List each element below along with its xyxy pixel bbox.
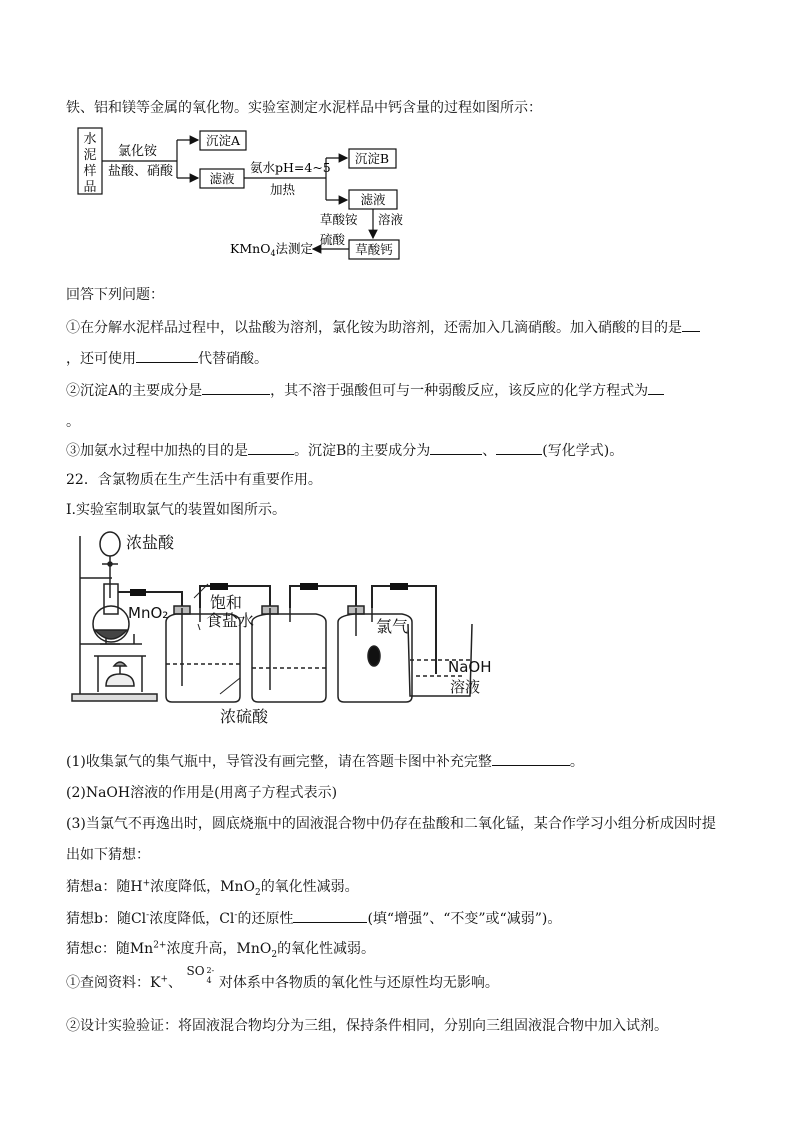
sulfate-formula: [186, 964, 215, 993]
q2-text-a1: ②沉淀A的主要成分是: [66, 383, 203, 399]
q2-line1: [66, 380, 664, 401]
q2-blank-2: [648, 380, 664, 395]
q3-text-a: ③加氨水过程中加热的目的是: [66, 443, 248, 459]
ref-k-sup: +: [160, 974, 169, 985]
sample-char-1: 水: [83, 132, 97, 147]
ammonia-label: 氨水pH=4~5: [250, 160, 331, 175]
reagent-nh4cl: 氯化铵: [118, 144, 158, 159]
funnel: [100, 532, 120, 598]
guess-a-sup: +: [142, 878, 151, 889]
sulfate-charge: 2-: [206, 966, 215, 975]
label-conc-h2so4: 浓硫酸: [220, 707, 269, 726]
ref-text-b: 、: [168, 975, 183, 991]
ppt-b-label: 沉淀B: [354, 151, 390, 166]
label-brine: 食盐水: [206, 611, 255, 630]
label-mno2: MnO₂: [128, 604, 169, 622]
sample-char-4: 品: [83, 180, 97, 195]
q1-text-b2: 代替硝酸。: [198, 351, 268, 367]
guess-b-blank: [293, 908, 367, 923]
filtrate2-label: 滤液: [360, 192, 386, 207]
part-1-heading: I.实验室制取氯气的装置如图所示。: [66, 502, 286, 518]
guess-c-text-3: 的氧化性减弱。: [277, 941, 376, 957]
flow-chart: [70, 120, 450, 270]
q1-line2: [66, 348, 268, 369]
guess-a: [66, 877, 359, 897]
filtrate1-label: 滤液: [209, 171, 235, 186]
s3-line2: 出如下猜想：: [66, 847, 150, 863]
q3-line: [66, 440, 623, 461]
guess-c-sub: 2: [271, 949, 278, 960]
q3-blank-2: [430, 440, 482, 455]
q3-blank-3: [496, 440, 542, 455]
guess-b-text-3: 的还原性: [237, 911, 294, 927]
q2-text-a2: ，其不溶于强酸但可与一种弱酸反应，该反应的化学方程式为: [270, 383, 649, 399]
q3-blank-1: [248, 440, 294, 455]
guess-a-sub: 2: [254, 887, 261, 898]
ref-text-a: ①查阅资料：K: [66, 975, 161, 991]
label-conc-hcl: 浓盐酸: [126, 533, 175, 552]
guess-b-text-1: 猜想b：随Cl: [66, 911, 147, 927]
sample-char-2: 泥: [83, 148, 97, 163]
answer-prompt: 回答下列问题：: [66, 287, 164, 303]
s1-line: [66, 751, 584, 772]
bottle-acid: [252, 606, 326, 702]
design-line: ②设计实验验证：将固液混合物均分为三组，保持条件相同，分别向三组固液混合物中加入试剂。: [66, 1018, 668, 1034]
solution-label: 溶液: [378, 212, 404, 227]
guess-a-text-3: 的氧化性减弱。: [260, 879, 359, 895]
guess-a-text-1: 猜想a：随H: [66, 879, 143, 895]
kmno4-label: KMnO$_4$法测定: [230, 241, 314, 258]
guess-b-text-2: 浓度降低，Cl: [149, 911, 235, 927]
guess-b-sup-2: -: [234, 910, 238, 921]
guess-b: [66, 908, 561, 929]
heat-label: 加热: [270, 182, 296, 197]
q1-text-a: ①在分解水泥样品过程中，以盐酸为溶剂，氯化铵为助溶剂，还需加入几滴硝酸。加入硝酸的目的是: [66, 320, 682, 336]
s3-line1: (3)当氯气不再逸出时，圆底烧瓶中的固液混合物中仍存在盐酸和二氧化锰，某合作学习小组分析成因时提: [66, 816, 716, 832]
ppt-a-label: 沉淀A: [205, 133, 241, 148]
guess-c: [66, 939, 375, 959]
q2-line2: 。: [66, 414, 80, 430]
q3-text-d: (写化学式)。: [542, 443, 624, 459]
label-saturated: 饱和: [210, 593, 243, 612]
reagent-acids: 盐酸、硝酸: [108, 164, 174, 179]
ca-oxalate-label: 草酸钙: [355, 242, 393, 257]
q1-blank-1: [682, 317, 700, 332]
s1-blank: [492, 751, 570, 766]
apparatus-diagram: [70, 526, 540, 736]
q3-text-b: 。沉淀B的主要成分为: [294, 443, 431, 459]
guess-b-text-4: (填“增强”、“不变”或“减弱”)。: [367, 911, 562, 927]
s2-line: (2)NaOH溶液的作用是(用离子方程式表示): [66, 785, 338, 801]
q2-blank-1: [202, 380, 270, 395]
s1-text-a: (1)收集氯气的集气瓶中，导管没有画完整，请在答题卡图中补充完整: [66, 754, 492, 770]
q1-text-b1: ，还可使用: [66, 351, 136, 367]
reference-line: [66, 964, 499, 993]
sulfate-subscript: 4: [206, 976, 212, 985]
guess-b-sup-1: -: [146, 910, 150, 921]
sulfuric-label: 硫酸: [320, 232, 346, 247]
q1-line1: [66, 317, 700, 338]
sample-char-3: 样: [83, 164, 97, 179]
oxalate-label: 草酸铵: [320, 212, 358, 227]
label-naoh: NaOH: [448, 658, 492, 676]
guess-c-sup: 2+: [153, 940, 167, 951]
guess-a-text-2: 浓度降低，MnO: [150, 879, 255, 895]
sulfate-so: SO: [186, 964, 205, 978]
s1-text-b: 。: [569, 754, 584, 770]
guess-c-text-1: 猜想c：随Mn: [66, 941, 154, 957]
question-22: 22．含氯物质在生产生活中有重要作用。: [66, 472, 322, 488]
guess-c-text-2: 浓度升高，MnO: [166, 941, 272, 957]
q3-text-c: 、: [482, 443, 497, 459]
intro-text: 铁、铝和镁等金属的氧化物。实验室测定水泥样品中钙含量的过程如图所示：: [66, 100, 542, 116]
q1-blank-2: [136, 348, 198, 363]
ref-text-c: 对体系中各物质的氧化性与还原性均无影响。: [218, 975, 499, 991]
label-naoh-sol: 溶液: [450, 678, 481, 696]
label-chlorine: 氯气: [376, 617, 409, 636]
